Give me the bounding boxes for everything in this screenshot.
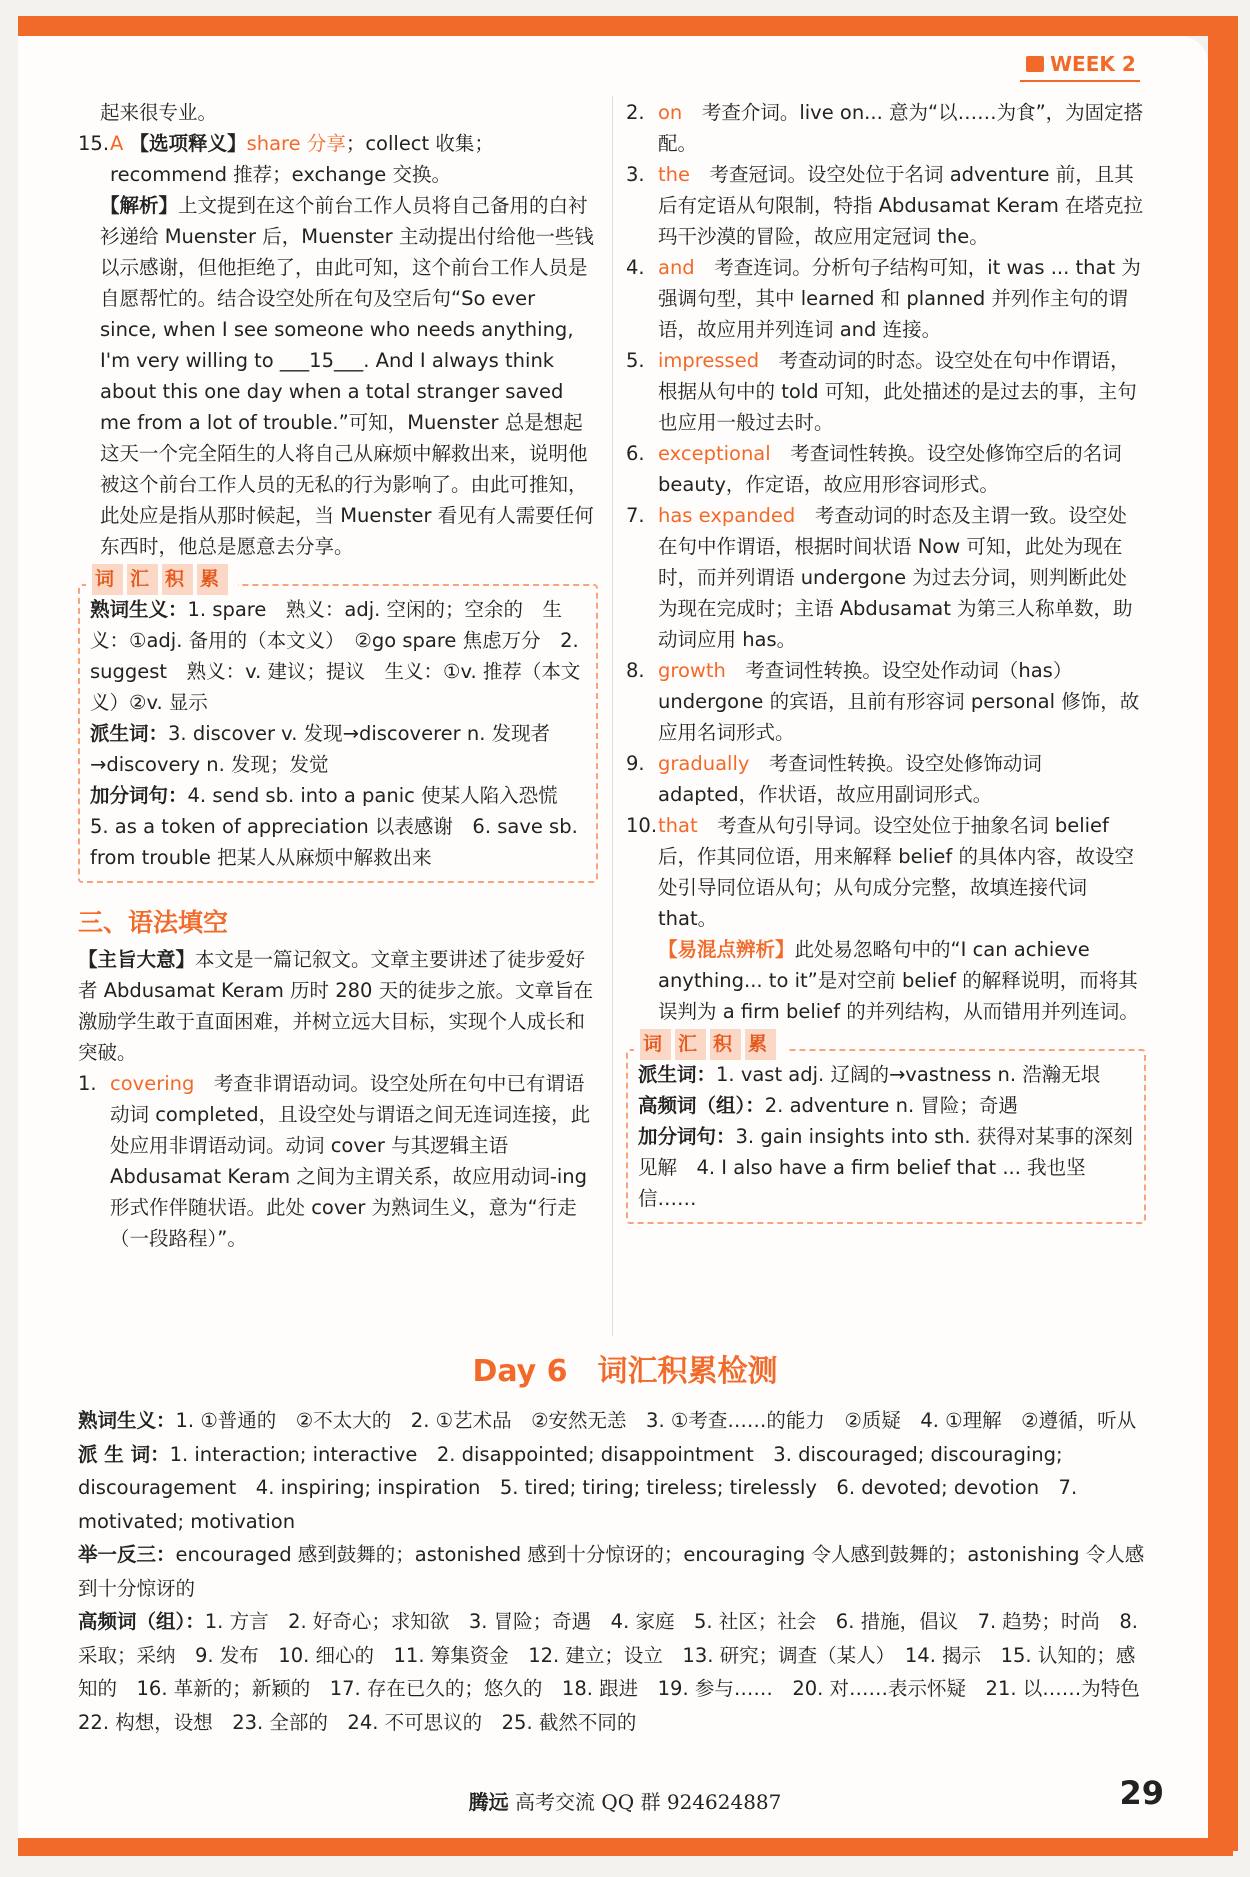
vocab-entry: 加分词句：4. send sb. into a panic 使某人陷入恐慌 5. as a token of appreciation 以表感谢 6. save sb. from trouble 把某人从麻烦中解救出来	[90, 784, 578, 869]
vocab-box-title: 词 汇 积 累	[634, 1029, 786, 1060]
confuse-note: 【易混点辨析】此处易忽略句中的“I can achieve anything... to it”是对空前 belief 的解释说明，而将其误判为 a firm belief 的并列结构，从而错用并列连词。	[658, 938, 1139, 1023]
vocab-entry: 派生词：1. vast adj. 辽阔的→vastness n. 浩瀚无垠	[638, 1063, 1101, 1086]
grammar-item: 9. gradually 考查词性转换。设空处修饰动词 adapted，作状语，故应用副词形式。	[626, 752, 1042, 806]
page-frame-right	[1208, 16, 1238, 1851]
analysis: 【解析】上文提到在这个前台工作人员将自己备用的白衬衫递给 Muenster 后，Muenster 主动提出付给他一些钱以示感谢，但他拒绝了，由此可知，这个前台工作人员是自愿帮忙的。结合设空处所在句及空后句“So ever since, when I see someone who needs anything, I'm very willing to ___15___. And I always think about this one day when a total stranger saved me from a lot of trouble.”可知，Muenster 总是想起这天一个完全陌生的人将自己从麻烦中解救出来，说明他被这个前台工作人员的无私的行为影响了。由此可推知，此处应是指从那时候起，当 Muenster 看见有人需要任何东西时，他总是愿意去分享。	[100, 194, 594, 558]
page-number: 29	[1119, 1774, 1164, 1812]
answer-row: 举一反三：encouraged 感到鼓舞的；astonished 感到十分惊讶的；encouraging 令人感到鼓舞的；astonishing 令人感到十分惊讶的	[78, 1543, 1145, 1600]
question-15: 15. A 【选项释义】share 分享；collect 收集；recommend 推荐；exchange 交换。	[78, 132, 494, 186]
page-frame-top	[18, 16, 1233, 36]
grammar-item: 10. that 考查从句引导词。设空处位于抽象名词 belief 后，作其同位语，用来解释 belief 的具体内容，故设空处引导同位语从句；从句成分完整，故填连接代词 that。	[626, 814, 1134, 930]
answer-row: 熟词生义：1. ①普通的 ②不太大的 2. ①艺术品 ②安然无恙 3. ①考查……的能力 ②质疑 4. ①理解 ②遵循，听从	[78, 1409, 1137, 1432]
week-label: WEEK 2	[1026, 52, 1136, 76]
vocab-box-right	[626, 1033, 1146, 1224]
page-frame-bottom	[18, 1838, 1233, 1856]
vocab-entry: 派生词：3. discover v. 发现→discoverer n. 发现者→discovery n. 发现；发觉	[90, 722, 551, 776]
day-answers	[78, 1404, 1160, 1739]
vocab-entry: 熟词生义：1. spare 熟义：adj. 空闲的；空余的 生义：①adj. 备用的（本文义） ②go spare 焦虑万分 2. suggest 熟义：v. 建议；提议 生义：①v. 推荐（本文义）②v. 显示	[90, 598, 581, 714]
footer: 腾远 高考交流 QQ 群 924624887	[468, 1790, 782, 1814]
vocab-entry: 高频词（组）：2. adventure n. 冒险；奇遇	[638, 1094, 1018, 1117]
vocab-box-left	[78, 568, 598, 883]
grammar-item: 2. on 考查介词。live on... 意为“以……为食”，为固定搭配。	[626, 101, 1144, 155]
vocab-entry: 加分词句：3. gain insights into sth. 获得对某事的深刻见解 4. I also have a firm belief that ... 我也坚信……	[638, 1125, 1133, 1210]
grammar-item: 8. growth 考查词性转换。设空处作动词（has）undergone 的宾语，且前有形容词 personal 修饰，故应用名词形式。	[626, 659, 1140, 744]
grammar-item: 7. has expanded 考查动词的时态及主谓一致。设空处在句中作谓语，根据时间状语 Now 可知，此处为现在时，而并列谓语 undergone 为过去分词，则判断此处为现在完成时；主语 Abdusamat 为第三人称单数，助动词应用 has。	[626, 504, 1133, 651]
book-icon	[1026, 56, 1044, 72]
grammar-item: 6. exceptional 考查词性转换。设空处修饰空后的名词 beauty，作定语，故应用形容词形式。	[626, 442, 1122, 496]
week-underline	[1020, 80, 1140, 82]
grammar-item-1: 1. covering 考查非谓语动词。设空处所在句中已有谓语动词 completed，且设空处与谓语之间无连词连接，此处应用非谓语动词。动词 cover 与其逻辑主语 Abdusamat Keram 之间为主谓关系，故应用动词-ing 形式作伴随状语。此处 cover 为熟词生义，意为“行走（一段路程）”。	[78, 1072, 591, 1250]
vocab-box-title: 词 汇 积 累	[86, 564, 238, 595]
day-title: Day 6 词汇积累检测	[472, 1354, 778, 1389]
right-column	[626, 97, 1146, 1224]
left-column	[78, 97, 598, 1254]
grammar-item: 3. the 考查冠词。设空处位于名词 adventure 前，且其后有定语从句限制，特指 Abdusamat Keram 在塔克拉玛干沙漠的冒险，故应用定冠词 the。	[626, 163, 1144, 248]
continued-text: 起来很专业。	[100, 101, 218, 124]
answer-row: 派 生 词：1. interaction; interactive 2. disappointed; disappointment 3. discouraged; discouraging; discouragement 4. inspiring; inspiration 5. tired; tiring; tireless; tirelessly 6. devoted; devotion 7. motivated; motivation	[78, 1442, 1078, 1533]
grammar-item: 5. impressed 考查动词的时态。设空处在句中作谓语，根据从句中的 told 可知，此处描述的是过去的事，主句也应用一般过去时。	[626, 349, 1137, 434]
grammar-item: 4. and 考查连词。分析句子结构可知，it was ... that 为强调句型，其中 learned 和 planned 并列作主句的谓语，故应用并列连词 and 连接。	[626, 256, 1141, 341]
answer-row: 高频词（组）：1. 方言 2. 好奇心；求知欲 3. 冒险；奇遇 4. 家庭 5. 社区；社会 6. 措施，倡议 7. 趋势；时尚 8. 采取；采纳 9. 发布 10. 细心的 11. 筹集资金 12. 建立；设立 13. 研究；调查（某人） 14. 揭示 15. 认知的；感知的 16. 革新的；新颖的 17. 存在已久的；悠久的 18. 跟进 19. 参与…… 20. 对……表示怀疑 21. 以……为特色 22. 构想，设想 23. 全部的 24. 不可思议的 25. 截然不同的	[78, 1610, 1160, 1734]
section-title: 三、语法填空	[78, 908, 229, 937]
column-divider	[612, 96, 613, 1336]
main-idea: 【主旨大意】本文是一篇记叙文。文章主要讲述了徒步爱好者 Abdusamat Keram 历时 280 天的徒步之旅。文章旨在激励学生敢于直面困难，并树立远大目标，实现个人成长和突破。	[78, 948, 594, 1064]
